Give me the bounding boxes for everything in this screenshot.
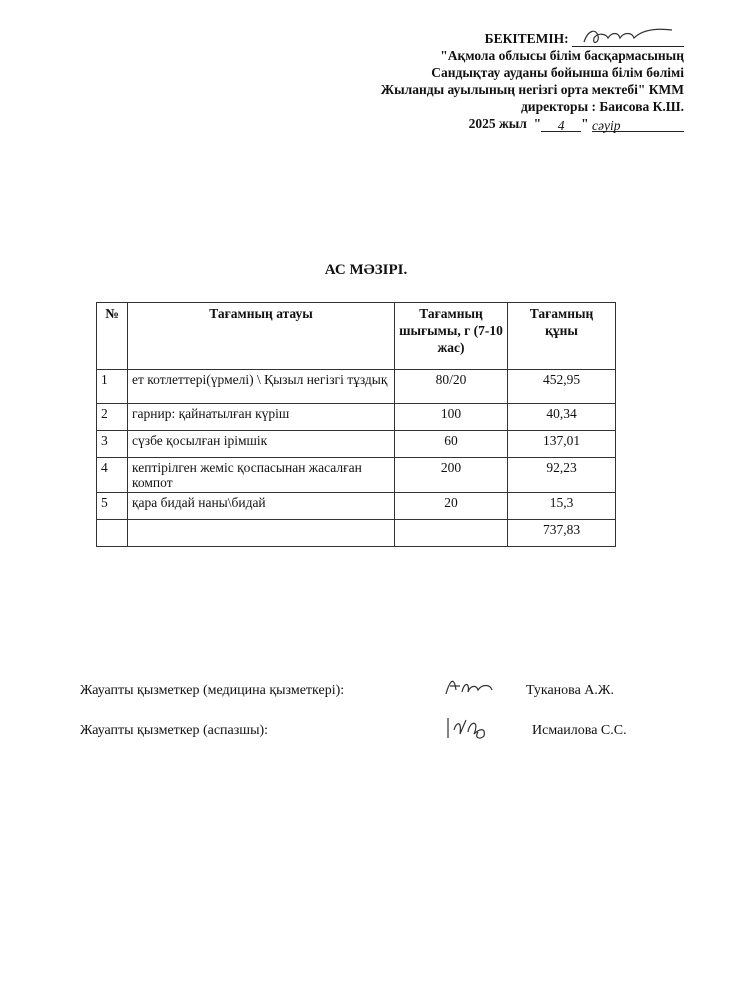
- row-name: сүзбе қосылған ірімшік: [128, 431, 395, 458]
- row-qty: 60: [395, 431, 508, 458]
- header-qty: Тағамның шығымы, г (7-10 жас): [395, 303, 508, 370]
- director-signature-line: [572, 32, 684, 47]
- row-name: кептірілген жеміс қоспасынан жасалған компот: [128, 458, 395, 493]
- row-price: 15,3: [508, 493, 616, 520]
- approval-line-4: директоры : Баисова К.Ш.: [520, 99, 684, 114]
- row-price: 92,23: [508, 458, 616, 493]
- cook-signature: [440, 712, 500, 744]
- approval-day: 4: [541, 117, 581, 132]
- row-num: 3: [97, 431, 128, 458]
- approval-line-2: Сандықтау ауданы бойынша білім бөлімі: [431, 65, 684, 80]
- row-num: 5: [97, 493, 128, 520]
- table-total-row: [97, 520, 616, 547]
- row-qty: 80/20: [395, 370, 508, 404]
- row-qty: 20: [395, 493, 508, 520]
- cook-label: Жауапты қызметкер (аспазшы):: [80, 723, 269, 738]
- table-row: [97, 370, 616, 404]
- row-price: 137,01: [508, 431, 616, 458]
- total-price: 737,83: [508, 520, 616, 547]
- director-signature: [572, 24, 684, 50]
- header-price: Тағамның құны: [508, 303, 616, 370]
- table-header-row: [97, 303, 616, 370]
- menu-table: [96, 302, 616, 547]
- header-name: Тағамның атауы: [128, 303, 395, 370]
- row-qty: 100: [395, 404, 508, 431]
- medical-staff-label: Жауапты қызметкер (медицина қызметкері):: [80, 683, 345, 698]
- header-num: №: [97, 303, 128, 370]
- page-title: АС МӘЗІРІ.: [324, 262, 408, 278]
- row-num: 2: [97, 404, 128, 431]
- medical-staff-signature: [440, 672, 500, 702]
- row-price: 452,95: [508, 370, 616, 404]
- approval-month: сәуір: [592, 117, 684, 132]
- approval-year: 2025 жыл: [468, 116, 527, 131]
- row-name: қара бидай наны\бидай: [128, 493, 395, 520]
- approval-date: 2025 жыл " 4 " сәуір: [381, 115, 684, 132]
- table-row: [97, 458, 616, 493]
- table-row: [97, 404, 616, 431]
- approve-label: БЕКІТЕМІН:: [484, 31, 569, 46]
- table-row: [97, 431, 616, 458]
- row-num: 4: [97, 458, 128, 493]
- approval-block: [381, 30, 684, 132]
- medical-staff-name: Туканова А.Ж.: [526, 683, 614, 698]
- approval-line-1: "Ақмола облысы білім басқармасының: [440, 48, 684, 63]
- row-price: 40,34: [508, 404, 616, 431]
- row-name: гарнир: қайнатылған күріш: [128, 404, 395, 431]
- row-name: ет котлеттері(үрмелі) \ Қызыл негізгі тұздық: [128, 370, 395, 404]
- cook-name: Исмаилова С.С.: [532, 723, 627, 738]
- approval-line-3: Жыланды ауылының негізгі орта мектебі" КММ: [380, 82, 684, 97]
- row-num: 1: [97, 370, 128, 404]
- row-qty: 200: [395, 458, 508, 493]
- table-row: [97, 493, 616, 520]
